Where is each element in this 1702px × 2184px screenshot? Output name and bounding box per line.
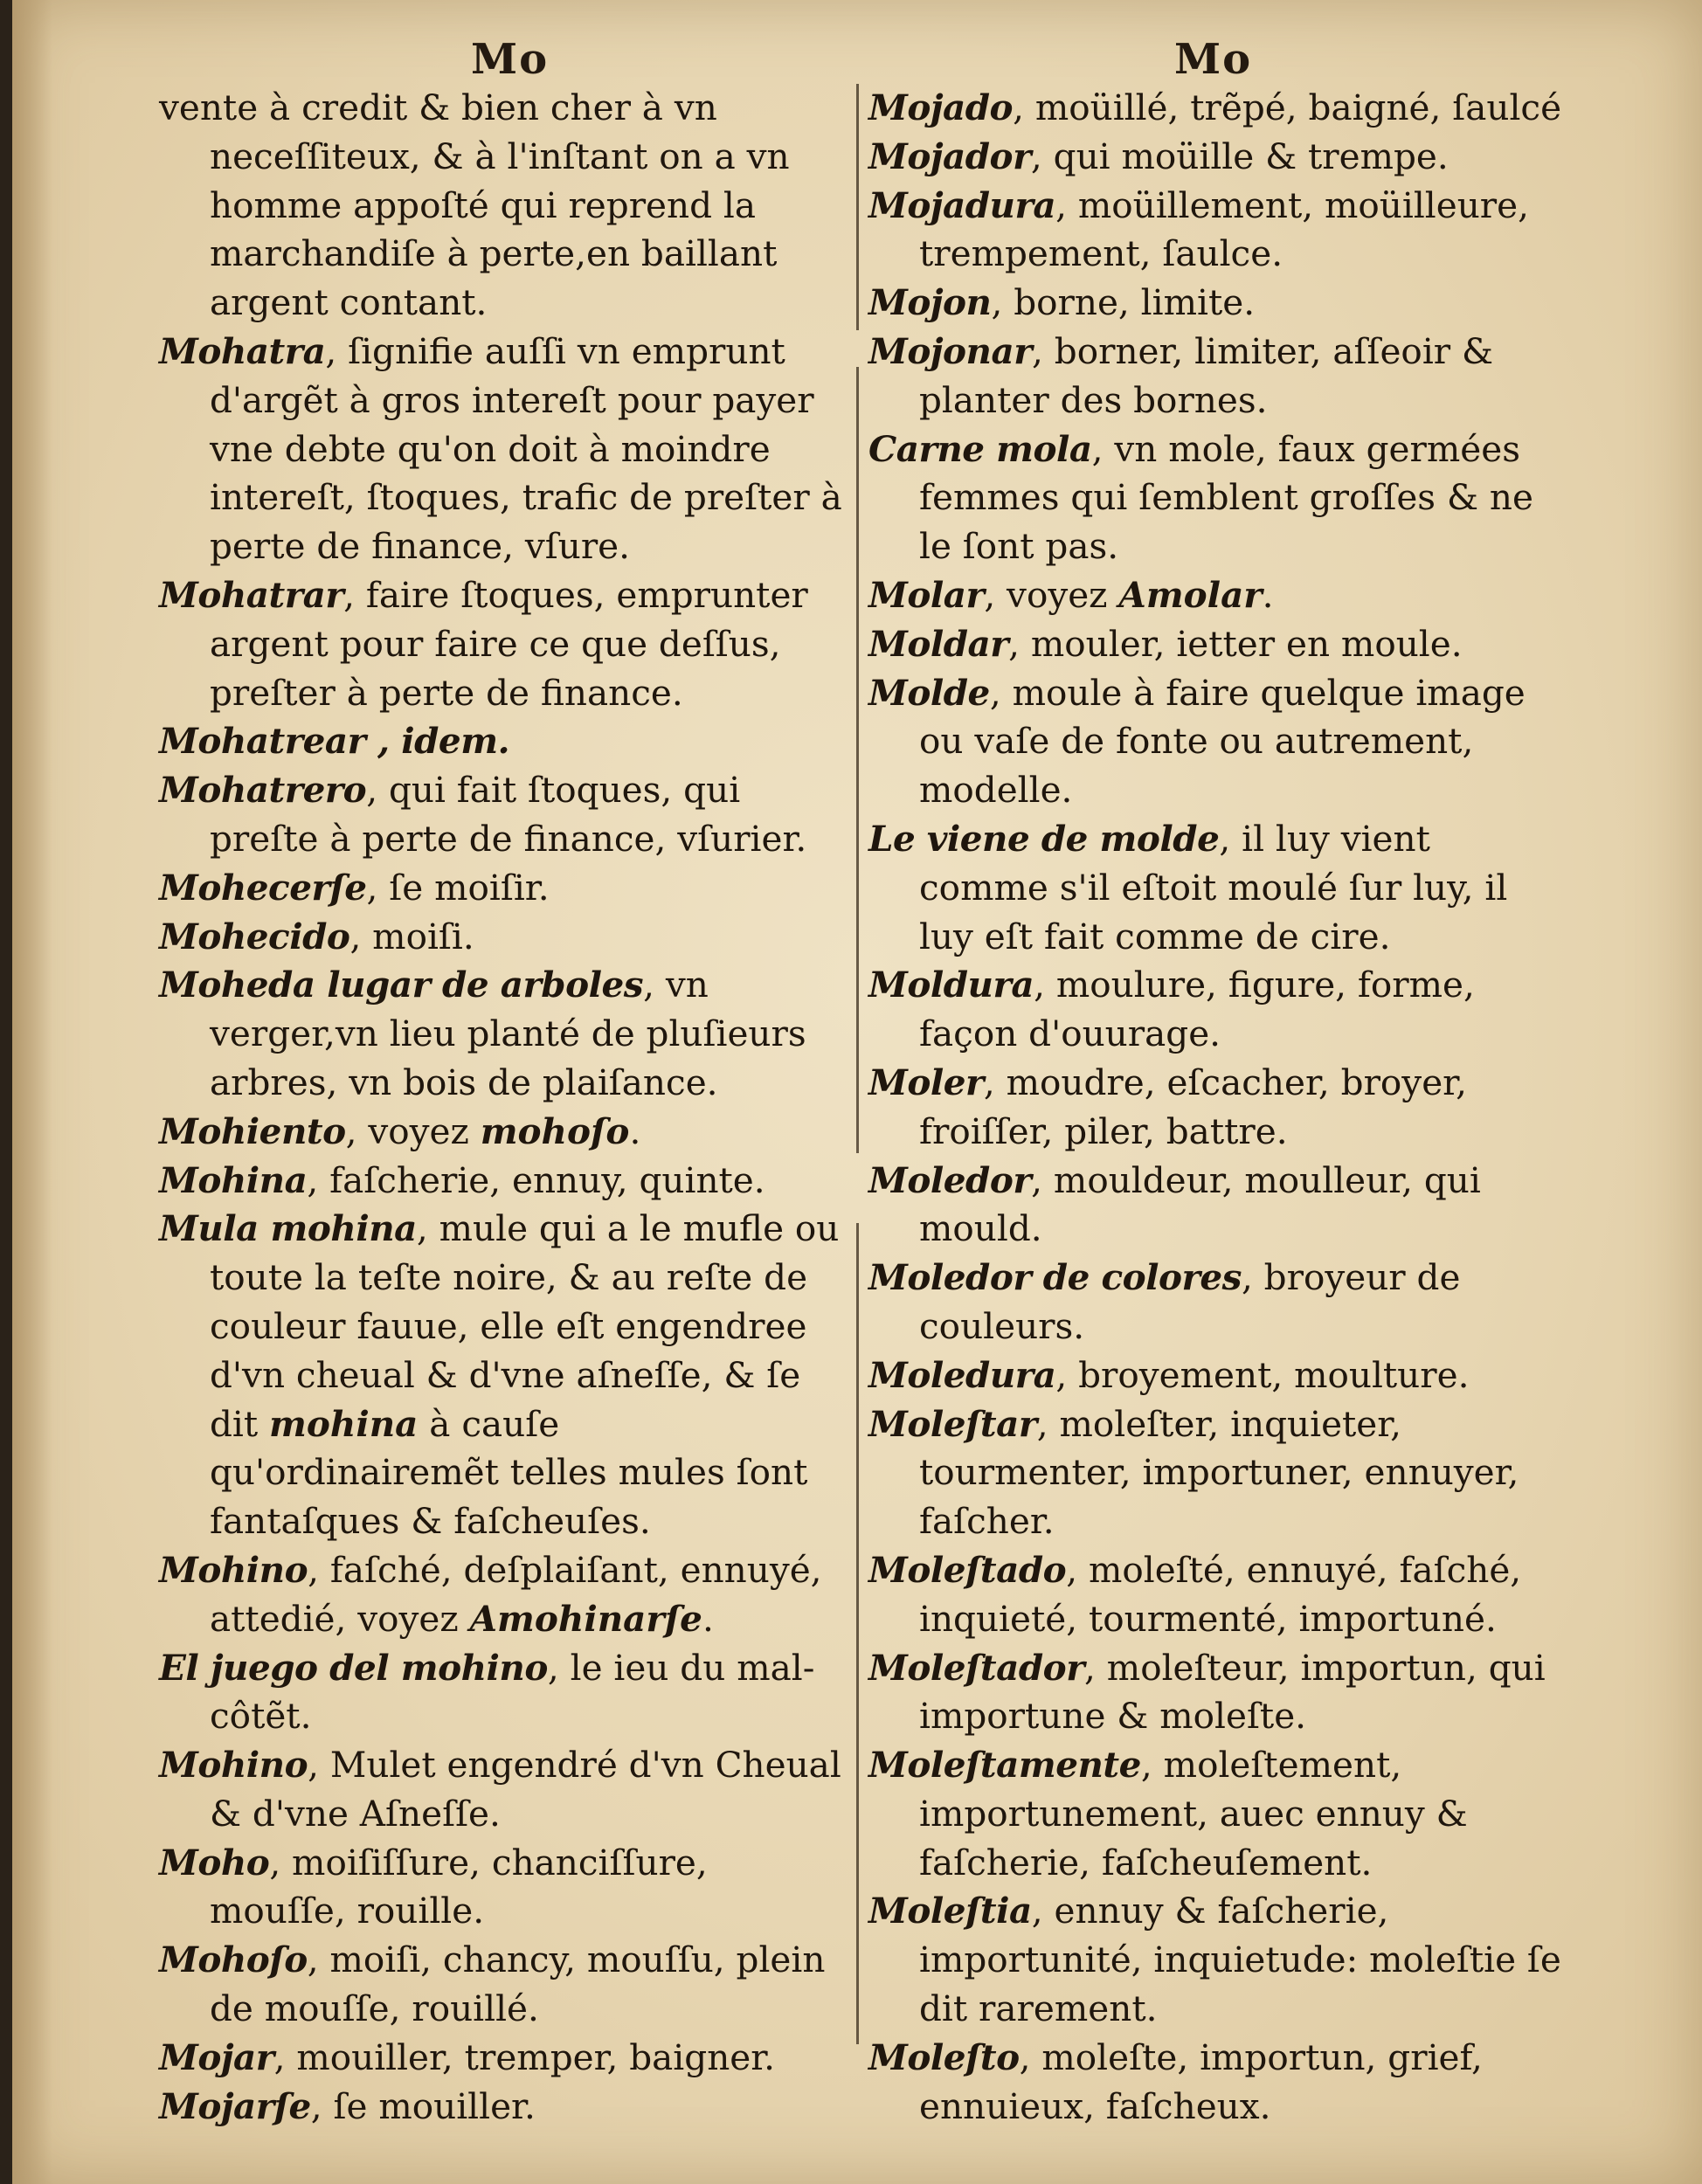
entry-headword: Mula mohina: [159, 1207, 417, 1250]
entry-tail: à cauſe qu'ordinairemẽt telles mules ſont fantaſques & faſcheuſes.: [210, 1402, 808, 1543]
entry-definition: , ſe mouiller.: [310, 2084, 536, 2127]
entry-definition: , borne, limite.: [991, 281, 1256, 324]
entry-definition: , vn mole, faux germées femmes qui ſemblent groſſes & ne le ſont pas.: [919, 427, 1533, 568]
entry-definition: , moudre, eſcacher, broyer, froiſſer, piler, battre.: [919, 1061, 1467, 1152]
entry-headword: Moleſtia: [868, 1890, 1032, 1932]
entry-tail: .: [1262, 573, 1274, 616]
entry-headword: Molar: [868, 573, 985, 616]
dictionary-entry: [159, 328, 849, 571]
entry-definition: , mule qui a le mufle ou toute la teſte noire, & au reſte de couleur fauue, elle eſt engendree d'vn cheual & d'vne aſneſſe, & ſe dit: [210, 1207, 840, 1445]
entry-definition: , qui fait ſtoques, qui preſte à perte de finance, vſurier.: [210, 769, 807, 860]
entry-headword: Mojador: [868, 135, 1031, 177]
entry-definition: , moule à faire quelque image ou vaſe de fonte ou autrement, modelle.: [919, 671, 1526, 812]
entry-definition: , il luy vient comme s'il eſtoit moulé ſur luy, il luy eſt fait comme de cire.: [919, 817, 1508, 957]
dictionary-entry: [868, 2034, 1567, 2132]
entry-headword: Moledor: [868, 1158, 1032, 1201]
dictionary-entry: [159, 1839, 849, 1937]
entry-headword: Moldura: [868, 964, 1034, 1006]
entry-definition: , voyez: [345, 1109, 481, 1152]
entry-definition: , moüillement, moüilleure, trempement, ſaulce.: [919, 183, 1529, 275]
column-divider: [856, 367, 859, 1153]
entry-headword: Mohino: [159, 1744, 308, 1787]
entry-definition: , broyement, moulture.: [1055, 1353, 1470, 1396]
entry-definition: , mouiller, tremper, baigner.: [273, 2035, 776, 2078]
dictionary-entry: [868, 1644, 1567, 1742]
entry-definition: , moleſtement, importunement, auec ennuy & faſcherie, faſcheuſement.: [919, 1744, 1468, 1883]
entry-headword: Mohino: [159, 1548, 308, 1591]
dictionary-entry: [868, 1400, 1567, 1546]
dictionary-entry: [868, 1157, 1567, 1254]
cross-reference: Amolar: [1118, 573, 1263, 616]
entry-headword: Mohatra: [159, 329, 326, 372]
entry-definition: , le ieu du mal-côtẽt.: [210, 1646, 815, 1738]
entry-headword: Moler: [868, 1061, 984, 1103]
entry-headword: Mojado: [868, 86, 1014, 128]
column-divider: [856, 1223, 859, 2044]
dictionary-entry: [159, 1205, 849, 1546]
dictionary-entry: [159, 961, 849, 1107]
dictionary-entry: [159, 717, 849, 766]
dictionary-entry: [868, 669, 1567, 815]
dictionary-entry: [159, 1644, 849, 1742]
entry-definition: , moulure, figure, forme, façon d'ouurage.: [919, 964, 1475, 1055]
dictionary-entry: [868, 1546, 1567, 1644]
entry-headword: Moleſtado: [868, 1548, 1067, 1591]
entry-definition: , ſe moiſir.: [366, 866, 550, 909]
entry-headword: Moleſtamente: [868, 1744, 1141, 1787]
entry-definition: , ennuy & faſcherie, importunité, inquietude: moleſtie ſe dit rarement.: [919, 1890, 1561, 2030]
dictionary-entry: [868, 815, 1567, 961]
entry-definition: , moleſte, importun, grief, ennuieux, faſcheux.: [919, 2035, 1483, 2127]
entry-definition: vente à credit & bien cher à vn neceſſiteux, & à l'inſtant on a vn homme appoſté qui reprend la marchandiſe à perte,en baillant argent contant.: [159, 86, 790, 324]
entry-headword: Moledura: [868, 1353, 1056, 1396]
entry-headword: Mohiento: [159, 1109, 346, 1152]
dictionary-entry: [159, 2034, 849, 2083]
entry-headword: El juego del mohino: [159, 1646, 548, 1689]
left-column: [159, 84, 849, 2131]
entry-headword: Moheda lugar de arboles: [159, 964, 644, 1006]
entry-definition: , ſignifie auſſi vn emprunt d'argẽt à gros intereſt pour payer vne debte qu'on doit à moindre intereſt, ſtoques, trafic de preſter à perte de finance, vſure.: [210, 329, 842, 568]
entry-headword: Molde: [868, 671, 990, 714]
dictionary-entry: [868, 1741, 1567, 1887]
dictionary-entry: [868, 620, 1567, 669]
entry-headword: Mojadura: [868, 183, 1056, 226]
dictionary-entry: [868, 1887, 1567, 2033]
dictionary-entry: [159, 864, 849, 913]
entry-headword: Mohatrero: [159, 769, 367, 812]
dictionary-entry: [159, 1546, 849, 1644]
cross-reference: mohoſo: [480, 1109, 630, 1152]
entry-definition: , voyez: [984, 573, 1119, 616]
entry-headword: Moleſto: [868, 2035, 1020, 2078]
entry-definition: , moiſiſſure, chanciſſure, mouſſe, rouille.: [210, 1841, 708, 1932]
entry-headword: Moldar: [868, 622, 1009, 665]
entry-definition: , mouldeur, moulleur, qui mould.: [919, 1158, 1481, 1250]
dictionary-entry: [868, 182, 1567, 280]
entry-definition: , moleſter, inquieter, tourmenter, importuner, ennuyer, faſcher.: [919, 1402, 1519, 1543]
dictionary-entry: [868, 1059, 1567, 1157]
entry-definition: , faſcherie, ennuy, quinte.: [307, 1158, 765, 1201]
entry-headword: Mohatrar: [159, 573, 344, 616]
entry-headword: Le viene de molde: [868, 817, 1220, 860]
entry-headword: Mojar: [159, 2035, 274, 2078]
entry-headword: Moleſtar: [868, 1402, 1037, 1445]
entry-definition: , Mulet engendré d'vn Cheual & d'vne Aſneſſe.: [210, 1744, 841, 1835]
page-spine-shadow: [12, 0, 52, 2184]
column-divider: [856, 84, 859, 330]
entry-definition: , vn verger,vn lieu planté de pluſieurs arbres, vn bois de plaiſance.: [210, 964, 806, 1103]
dictionary-entry: [159, 2083, 849, 2132]
cross-reference: mohina: [269, 1402, 419, 1445]
dictionary-entry: [868, 279, 1567, 328]
entry-definition: , faſché, deſplaiſant, ennuyé, attedié, voyez: [210, 1548, 822, 1640]
dictionary-entry: [159, 913, 849, 962]
entry-headword: Mohoſo: [159, 1939, 308, 1981]
dictionary-entry: [159, 1936, 849, 2034]
entry-headword: Mojarſe: [159, 2084, 311, 2127]
dictionary-entry: [159, 1108, 849, 1157]
entry-definition: , moiſi.: [349, 915, 474, 957]
dictionary-entry: [159, 1157, 849, 1206]
dictionary-entry: [159, 1741, 849, 1839]
entry-headword: Moledor de colores: [868, 1256, 1242, 1299]
entry-headword: Mohina: [159, 1158, 308, 1201]
entry-tail: .: [702, 1597, 714, 1640]
entry-definition: , mouler, ietter en moule.: [1008, 622, 1463, 665]
running-head-right: Mo: [1174, 35, 1253, 84]
dictionary-entry: [868, 425, 1567, 571]
dictionary-entry: [868, 961, 1567, 1059]
entry-headword: Moleſtador: [868, 1646, 1085, 1689]
entry-definition: , moiſi, chancy, mouſſu, plein de mouſſe, rouillé.: [210, 1939, 826, 2030]
entry-definition: , borner, limiter, aſſeoir & planter des bornes.: [919, 329, 1494, 421]
entry-definition: , moüillé, trẽpé, baigné, ſaulcé: [1013, 86, 1562, 128]
running-head-left: Mo: [471, 35, 550, 84]
entry-headword: Mojon: [868, 281, 992, 324]
entry-definition: , moleſté, ennuyé, faſché, inquieté, tourmenté, importuné.: [919, 1548, 1522, 1640]
dictionary-page: [12, 0, 1702, 2184]
entry-definition: , moleſteur, importun, qui importune & moleſte.: [919, 1646, 1546, 1738]
dictionary-entry: [868, 133, 1567, 182]
right-column: [868, 84, 1567, 2131]
entry-tail: .: [629, 1109, 641, 1152]
entry-headword: Carne mola: [868, 427, 1092, 470]
dictionary-entry: [868, 571, 1567, 620]
entry-definition: , qui moüille & trempe.: [1030, 135, 1449, 177]
dictionary-entry: [868, 1254, 1567, 1351]
entry-definition: , faire ſtoques, emprunter argent pour faire ce que deſſus, preſter à perte de finance.: [210, 573, 808, 714]
entry-headword: Moho: [159, 1841, 270, 1883]
entry-headword: Mohatrear , idem.: [159, 720, 510, 763]
entry-headword: Mohecerſe: [159, 866, 367, 909]
entry-headword: Mojonar: [868, 329, 1033, 372]
dictionary-entry: [868, 84, 1567, 133]
dictionary-entry: [868, 1351, 1567, 1400]
dictionary-entry: [159, 766, 849, 864]
dictionary-entry: [159, 84, 849, 328]
cross-reference: Amohinarſe: [469, 1597, 702, 1640]
dictionary-entry: [159, 571, 849, 717]
entry-headword: Mohecido: [159, 915, 350, 957]
entry-definition: , broyeur de couleurs.: [919, 1256, 1461, 1347]
dictionary-entry: [868, 328, 1567, 425]
